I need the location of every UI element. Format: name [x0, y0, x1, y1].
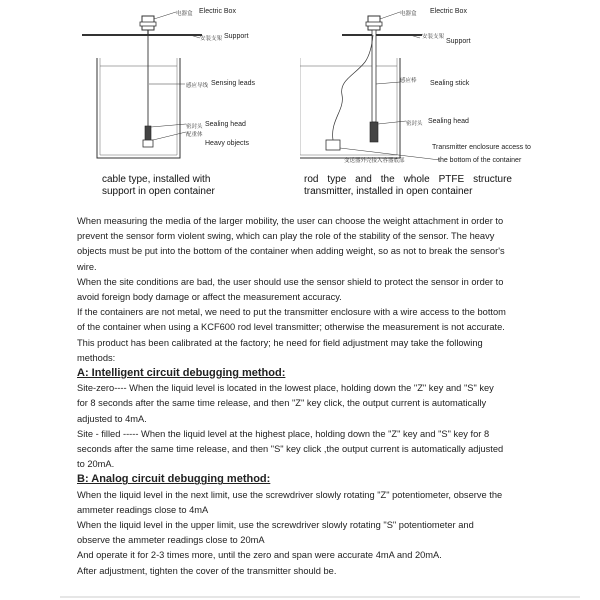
item-site-filled: Site - filled ----- When the liquid level at the highest place, holding down the "Z" key and "S" key for 8 seconds after the same time release, and then "S" key click ,the output current is automatically adjusted to 20mA. [77, 428, 504, 470]
item-site-zero: Site-zero---- When the liquid level is located in the lowest place, holding down the "Z" key and "S" key for 8 seconds after the same time release, and then "Z" key click, the output current is automatically adjusted to 4mA. [77, 383, 494, 424]
left-electric-box-cn-label: 电器盒 [176, 11, 193, 17]
right-support-label: Support [446, 38, 471, 45]
left-heavy-objects-label: Heavy objects [205, 140, 249, 147]
right-caption-line-1: rod type and the whole PTFE structure [304, 174, 512, 185]
instructions-body [77, 214, 507, 579]
figure-cable-type [0, 0, 300, 200]
heading-analog-debugging: B: Analog circuit debugging method: [77, 473, 271, 486]
left-support-label: Support [224, 33, 249, 40]
right-caption-line-2: transmitter, installed in open container [304, 186, 473, 197]
paragraph-non-metal-container: If the containers are not metal, we need to put the transmitter enclosure with a wire access to the bottom of the container when using a KCF600 rod level transmitter; otherwise the measurement is not accurate. [77, 307, 506, 333]
left-heavy-objects-cn-label: 配重体 [186, 132, 203, 138]
heading-intelligent-debugging: A: Intelligent circuit debugging method: [77, 367, 286, 380]
right-enclosure-note-label-2: the bottom of the container [438, 157, 522, 164]
rod-type-diagram [300, 0, 600, 200]
item-tighten-cover: After adjustment, tighten the cover of the transmitter should be. [77, 565, 337, 576]
left-sealing-head-label: Sealing head [205, 121, 246, 128]
right-sealing-stick-label: Sealing stick [430, 80, 470, 87]
right-electric-box-label: Electric Box [430, 8, 467, 15]
right-figure-caption [304, 174, 512, 198]
item-repeat: And operate it for 2-3 times more, until the zero and span were accurate 4mA and 20mA. [77, 550, 442, 561]
left-sealing-head-cn-label: 密封头 [186, 124, 203, 130]
left-figure-caption [102, 174, 262, 198]
left-caption-line-2: support in open container [102, 186, 215, 197]
right-transmitter-enclosure [326, 140, 340, 150]
right-sealing-head-cn-label: 密封头 [406, 121, 423, 127]
item-upper-limit: When the liquid level in the upper limit, use the screwdriver slowly rotating "S" potentiometer and observe the ammeter readings close to 20mA [77, 520, 474, 546]
paragraph-factory-calibration: This product has been calibrated at the factory; he need for field adjustment may take the following methods: [77, 337, 483, 363]
left-support-cn-label: 安装支架 [200, 36, 223, 42]
right-support-cn-label: 安装支架 [422, 34, 445, 40]
left-sealing-head [145, 126, 151, 140]
cable-type-diagram [0, 0, 300, 200]
right-sealing-stick-cn-label: 感应棒 [400, 78, 417, 84]
right-enclosure-cn-label: 变送器外壳接入容器底部 [344, 158, 405, 164]
item-lower-limit: When the liquid level in the next limit, use the screwdriver slowly rotating "Z" potentiometer, observe the ammeter readings close to 4mA [77, 489, 503, 515]
right-sensing-rod [372, 30, 376, 122]
paragraph-weight-attachment: When measuring the media of the larger mobility, the user can choose the weight attachment in order to prevent the sensor form violent swing, which can play the role of the stability of the sensor. The heavy objects must be put into the bottom of the container when adding weight, so as not to break the sensor's wire. [77, 216, 505, 272]
paragraph-sensor-shield: When the site conditions are bad, the user should use the sensor shield to protect the sensor in order to avoid foreign body damage or affect the measurement accuracy. [77, 276, 504, 303]
left-heavy-object [143, 140, 153, 147]
left-sensing-leads-cn-label: 感应导线 [186, 83, 209, 89]
bottom-divider [60, 596, 580, 598]
left-caption-line-1: cable type, installed with [102, 174, 211, 185]
right-sealing-head-label: Sealing head [428, 118, 469, 125]
right-enclosure-wire [333, 35, 373, 140]
right-sealing-head [370, 122, 378, 142]
left-sensing-leads-label: Sensing leads [211, 80, 255, 87]
right-container-outline [300, 58, 400, 158]
left-container-outline [97, 58, 180, 158]
left-electric-box-label: Electric Box [199, 8, 236, 15]
right-enclosure-note-label: Transmitter enclosure access to [432, 144, 531, 151]
right-electric-box-cn-label: 电器盒 [400, 11, 417, 17]
figure-rod-type [300, 0, 600, 200]
